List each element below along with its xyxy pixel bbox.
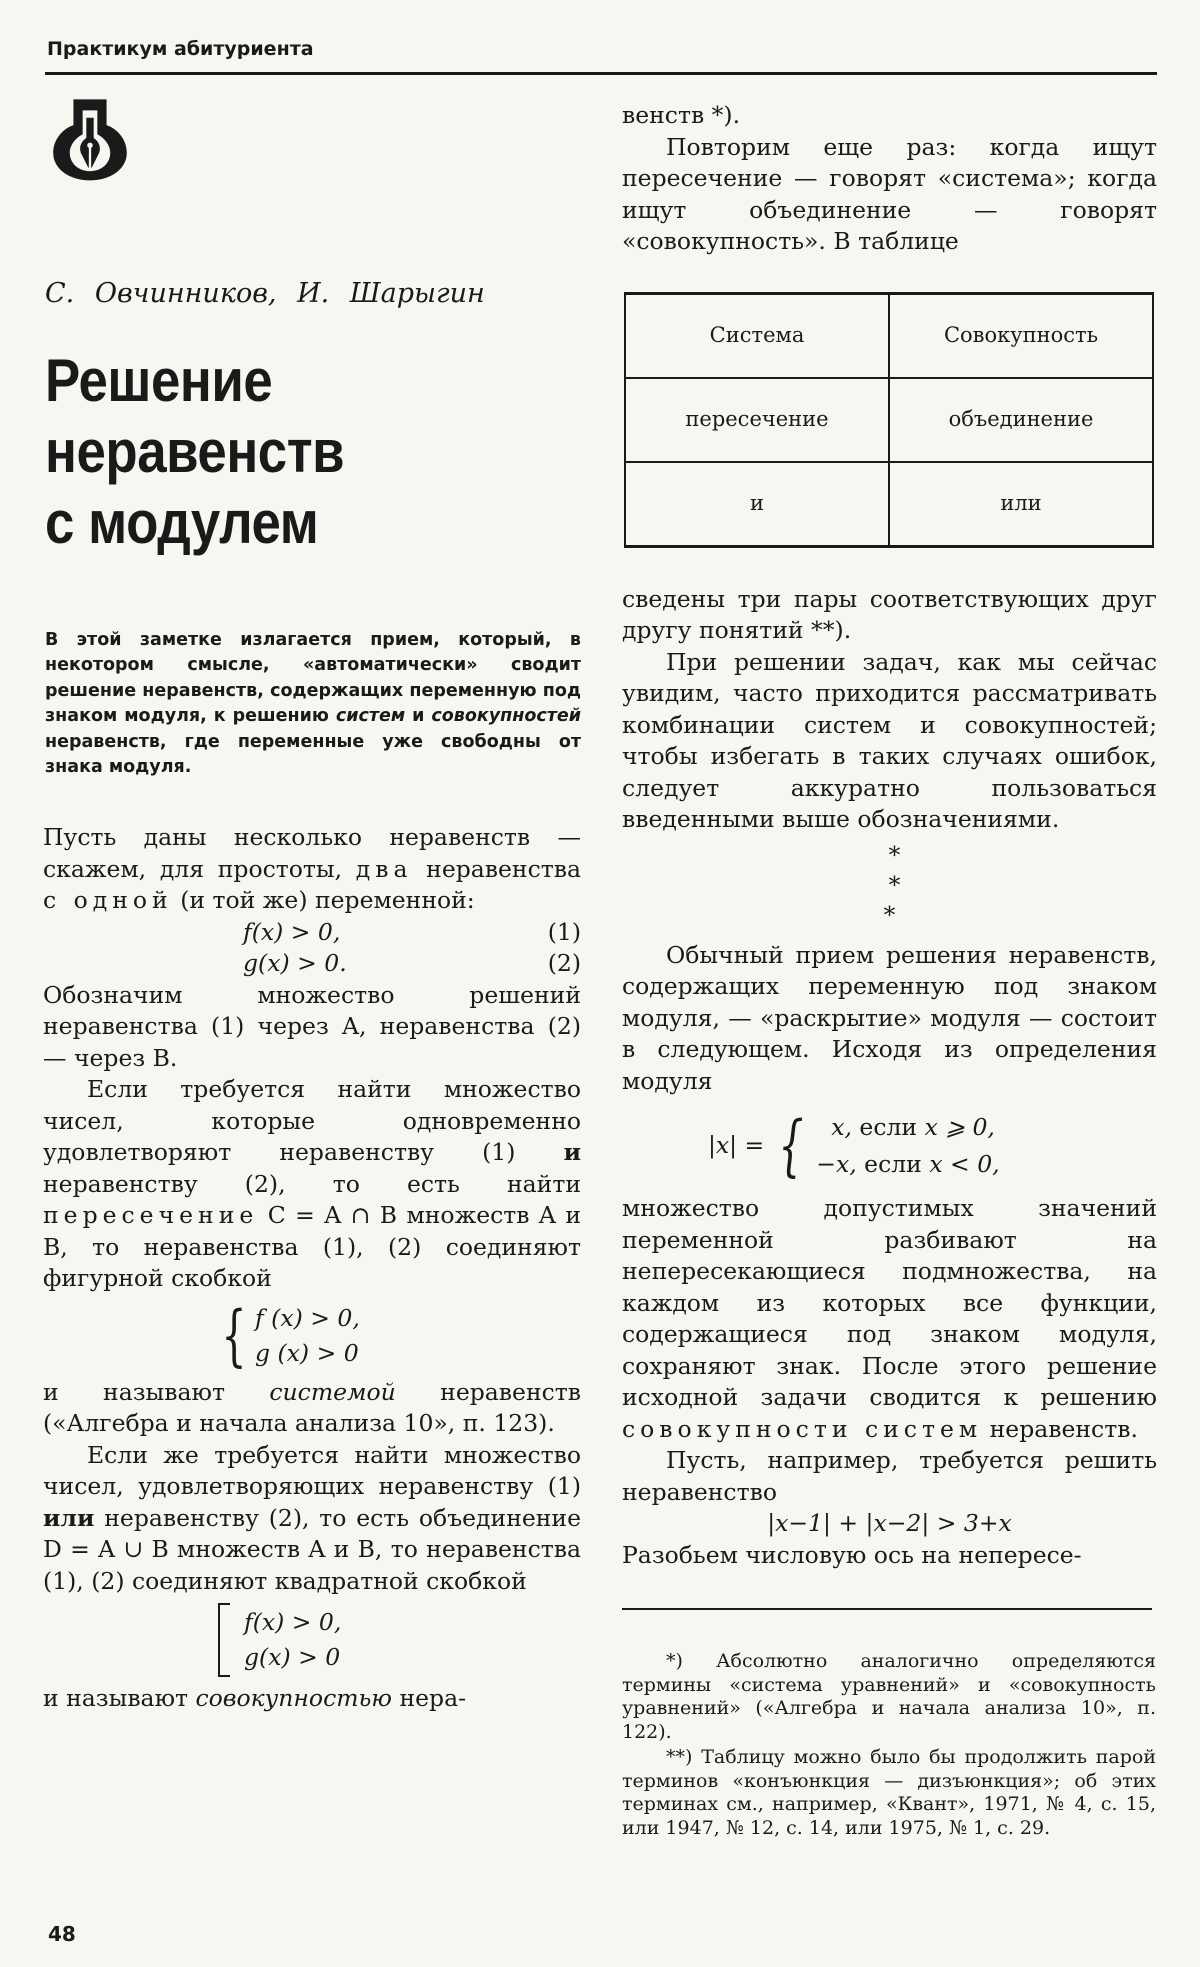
system-line: f (x) > 0, bbox=[255, 1303, 360, 1332]
separator-star-bottom: * bbox=[883, 900, 896, 929]
table-cell: пересечение bbox=[625, 378, 889, 462]
table-cell: Система bbox=[625, 293, 889, 378]
formula-expr: g(x) > 0. bbox=[243, 949, 347, 977]
abstract-text-and: и bbox=[405, 706, 432, 727]
paragraph-example: Пусть, например, требуется решить неравенство bbox=[622, 1446, 1157, 1506]
paragraph-set-name bbox=[43, 1683, 581, 1715]
modulus-definition bbox=[708, 1109, 1157, 1183]
table-cell: и bbox=[625, 462, 889, 547]
table-cell: Совокупность bbox=[889, 293, 1153, 378]
abstract bbox=[45, 628, 581, 780]
emphasis-system: системой bbox=[269, 1377, 396, 1406]
table-row bbox=[625, 293, 1153, 378]
abstract-term-sets: совокупностей bbox=[431, 706, 581, 727]
table-cell: объединение bbox=[889, 378, 1153, 462]
set-formula bbox=[218, 1603, 581, 1677]
separator-stars-top: * * bbox=[888, 840, 1061, 899]
bold-and: и bbox=[563, 1138, 581, 1166]
paragraph-combinations: При решении задач, как мы сейчас увидим, часто приходится рассматривать комбинации систем и совокупностей; чтобы избегать в таких случаях ошибок, следует аккуратно пользоваться введенными выше обозначениями. bbox=[622, 647, 1157, 833]
text: неравенств («Алгебра и начала анализа 10», п. 123). bbox=[43, 1377, 581, 1437]
example-inequality: |x−1| + |x−2| > 3+x bbox=[767, 1509, 1012, 1537]
text: C = A ∩ B множеств A и B, то неравенства (1), (2) соединяют фигурной скобкой bbox=[43, 1201, 581, 1292]
set-line: f(x) > 0, bbox=[244, 1608, 342, 1636]
set-line: g(x) > 0 bbox=[244, 1643, 341, 1671]
footnotes bbox=[622, 1650, 1156, 1842]
abstract-term-systems: систем bbox=[335, 706, 406, 727]
text: и называют bbox=[43, 1377, 270, 1406]
table-row bbox=[625, 378, 1153, 462]
table-row bbox=[625, 462, 1153, 547]
text: Если же требуется найти множество чисел, удовлетворяющих неравенству (1) bbox=[43, 1440, 581, 1500]
case-row bbox=[816, 1109, 999, 1146]
modulus-lhs: |x| = bbox=[708, 1131, 765, 1160]
article-title bbox=[45, 345, 520, 558]
title-line-1: Решение bbox=[45, 347, 273, 414]
paragraph-partition bbox=[622, 1193, 1157, 1445]
formula-expr: f(x) > 0, bbox=[243, 917, 341, 946]
table-cell: или bbox=[889, 462, 1153, 547]
title-line-3: с модулем bbox=[45, 489, 319, 556]
paragraph-intersection bbox=[43, 1074, 581, 1295]
curly-brace: { bbox=[778, 1107, 804, 1184]
case-word: если bbox=[859, 1113, 918, 1141]
paragraph-notation: Обозначим множество решений неравенства (1) через A, неравенства (2) — через B. bbox=[43, 980, 581, 1072]
system-line: g (x) > 0 bbox=[255, 1338, 359, 1367]
text: нера- bbox=[392, 1684, 467, 1712]
paragraph-continuation: венств *). bbox=[622, 101, 741, 129]
authors: С. Овчинников, И. Шарыгин bbox=[45, 278, 485, 309]
text: неравенству (2), то есть найти bbox=[43, 1169, 581, 1198]
paragraph-method: Обычный прием решения неравенств, содержащих переменную под знаком модуля, — «раскрытие» модуля — состоит в следующем. Исходя из определения модуля bbox=[622, 940, 1157, 1095]
concept-table bbox=[624, 292, 1154, 548]
paragraph-union bbox=[43, 1440, 581, 1598]
formula-number: (1) bbox=[547, 917, 581, 946]
text: неравенства bbox=[412, 854, 581, 883]
right-column bbox=[622, 100, 1157, 1571]
emphasis-one: с одной bbox=[43, 886, 173, 914]
emphasis-set-of-systems: совокупности систем bbox=[622, 1414, 983, 1443]
paragraph-table-caption: сведены три пары соответствующих друг другу понятий **). bbox=[622, 584, 1157, 644]
curly-brace: { bbox=[221, 1296, 247, 1374]
abstract-text: В этой заметке излагается прием, который, в некотором смысле, «автоматически» сводит решение неравенств, содержащих переменную под знаком модуля, к решению bbox=[45, 630, 581, 727]
case-cond: x < 0, bbox=[929, 1150, 1000, 1178]
paragraph-split: Разобьем числовую ось на непересе- bbox=[622, 1540, 1082, 1569]
paragraph-system-name bbox=[43, 1377, 581, 1440]
header-rule bbox=[45, 72, 1157, 75]
abstract-text-end: неравенств, где переменные уже свободны от знака модуля. bbox=[45, 731, 581, 778]
square-bracket bbox=[218, 1603, 230, 1677]
title-line-2: неравенств bbox=[45, 418, 345, 485]
paragraph-repeat: Повторим еще раз: когда ищут пересечение — говорят «система»; когда ищут объединение — говорят «совокупность». В таблице bbox=[622, 132, 1157, 255]
case-row bbox=[816, 1146, 999, 1183]
page-number: 48 bbox=[48, 1922, 76, 1946]
system-formula bbox=[213, 1296, 581, 1374]
formula-2 bbox=[43, 948, 581, 980]
left-column bbox=[43, 822, 581, 1715]
case-word: если bbox=[864, 1150, 922, 1178]
case-expr: −x, bbox=[816, 1150, 857, 1178]
emphasis-two: два bbox=[355, 854, 413, 883]
footnote-1: *) Абсолютно аналогично определяются термины «система уравнений» и «совокупность уравнений» («Алгебра и начала анализа 10», п. 122). bbox=[622, 1650, 1156, 1743]
text: и называют bbox=[43, 1684, 196, 1712]
case-expr: x, bbox=[831, 1113, 852, 1141]
pen-nib-logo-icon bbox=[44, 92, 136, 184]
text: Если требуется найти множество чисел, которые одновременно удовлетворяют неравенству (1) bbox=[43, 1075, 581, 1166]
text: множество допустимых значений переменной разбивают на непересекающиеся подмножества, на каждом из которых все функции, содержащиеся под знаком модуля, сохраняют знак. После этого решение исходной задачи сводится к решению bbox=[622, 1194, 1157, 1411]
footnote-2: **) Таблицу можно было бы продолжить парой терминов «конъюнкция — дизъюнкция»; об этих терминах см., например, «Квант», 1971, № 4, с. 15, или 1947, № 12, с. 14, или 1975, № 1, с. 29. bbox=[622, 1746, 1156, 1839]
footnote-rule bbox=[622, 1608, 1152, 1610]
text: неравенству (2), то есть объединение D = A ∪ B множеств A и B, то неравенства (1), (2) соединяют квадратной скобкой bbox=[43, 1503, 581, 1595]
emphasis-set: совокупностью bbox=[195, 1684, 392, 1712]
emphasis-intersection: пересечение bbox=[43, 1201, 259, 1229]
text: (и той же) переменной: bbox=[172, 886, 475, 914]
case-cond: x ⩾ 0, bbox=[924, 1113, 995, 1141]
text: Пусть даны несколько неравенств — скажем, для простоты, bbox=[43, 823, 581, 883]
section-title: Практикум абитуриента bbox=[47, 38, 314, 60]
formula-number: (2) bbox=[547, 949, 581, 977]
formula-1 bbox=[43, 917, 581, 949]
paragraph-intro bbox=[43, 822, 581, 917]
bold-or: или bbox=[43, 1503, 95, 1532]
text: неравенств. bbox=[982, 1414, 1138, 1443]
